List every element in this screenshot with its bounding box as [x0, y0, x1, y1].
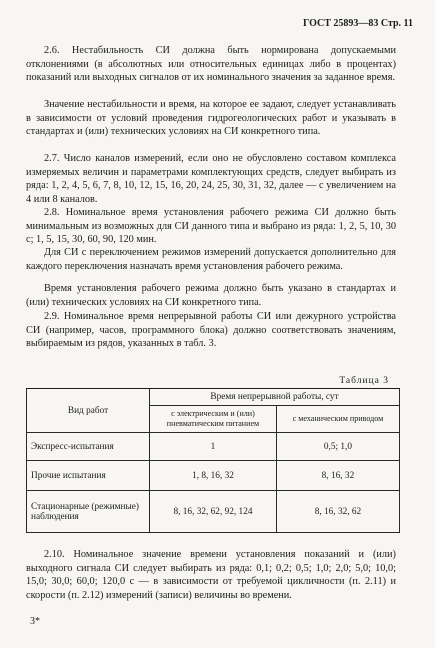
table-3 [26, 388, 400, 533]
cell-type: Экспресс-испытания [27, 433, 150, 461]
col-header-group: Время непрерывной работы, сут [150, 389, 400, 406]
page-header: ГОСТ 25893—83 Стр. 11 [302, 18, 413, 29]
paragraph-2-7: 2.7. Число каналов измерений, если оно не обусловлено составом комплекса измеряемых величин и параметрами комплектующих средств, следует выбирать из ряда: 1, 2, 4, 5, 6, 7, 8, 10, 12, 15, 16, 20, 24, 25, 30, 31, 32, далее — с увеличением на 4 или 8 каналов. [26, 153, 396, 205]
paragraph-2-9: 2.9. Номинальное время непрерывной работы СИ или дежурного устройства СИ (например, часов, программного блока) должно соответствовать значениям, выбираемым из рядов, указанных в табл. 3. [26, 311, 396, 349]
col-header-type: Вид работ [27, 389, 150, 433]
col-header-mechanical: с механическим приводом [276, 406, 399, 433]
page-footer-mark: 3* [30, 616, 40, 627]
col-header-electric: с электрическим и (или) пневматическим питанием [150, 406, 277, 433]
paragraph-nestability: Значение нестабильности и время, на которое ее задают, следует устанавливать в зависимости от условий проведения гидрогеологических работ и указывать в стандартах и (или) технических условиях на СИ конкретного типа. [26, 99, 396, 137]
cell-electric: 8, 16, 32, 62, 92, 124 [150, 491, 277, 533]
cell-type: Стационарные (режимные) наблюдения [27, 491, 150, 533]
cell-electric: 1, 8, 16, 32 [150, 461, 277, 491]
table-caption: Таблица 3 [339, 376, 389, 386]
table-row [27, 433, 400, 461]
paragraph-switching: Для СИ с переключением режимов измерений допускается дополнительно для каждого переключения назначать время установления рабочего режима. [26, 247, 396, 272]
cell-mechanical: 0,5; 1,0 [276, 433, 399, 461]
table-row [27, 491, 400, 533]
paragraph-2-8: 2.8. Номинальное время установления рабочего режима СИ должно быть минимальным из возможных для СИ данного типа и выбрано из ряда: 1, 2, 5, 10, 30 с; 1, 5, 15, 30, 60, 90, 120 мин. [26, 207, 396, 245]
paragraph-2-10: 2.10. Номинальное значение времени установления показаний и (или) выходного сигнала СИ следует выбирать из ряда: 0,1; 0,2; 0,5; 1,0; 2,0; 5,0; 10,0; 15,0; 30,0; 60,0; 120,0 с — в зависимости от требуемой цикличности (п. 2.11) и скорости (п. 2.12) измерений (записи) величины во времени. [26, 549, 396, 601]
table-row [27, 461, 400, 491]
cell-mechanical: 8, 16, 32 [276, 461, 399, 491]
cell-mechanical: 8, 16, 32, 62 [276, 491, 399, 533]
cell-type: Прочие испытания [27, 461, 150, 491]
paragraph-2-6: 2.6. Нестабильность СИ должна быть нормирована допускаемыми отклонениями (в абсолютных или относительных единицах либо в процентах) показаний или выходных сигналов от их номинального значения за заданное время. [26, 45, 396, 83]
paragraph-mode-time: Время установления рабочего режима должно быть указано в стандартах и (или) технических условиях на СИ конкретного типа. [26, 283, 396, 308]
cell-electric: 1 [150, 433, 277, 461]
